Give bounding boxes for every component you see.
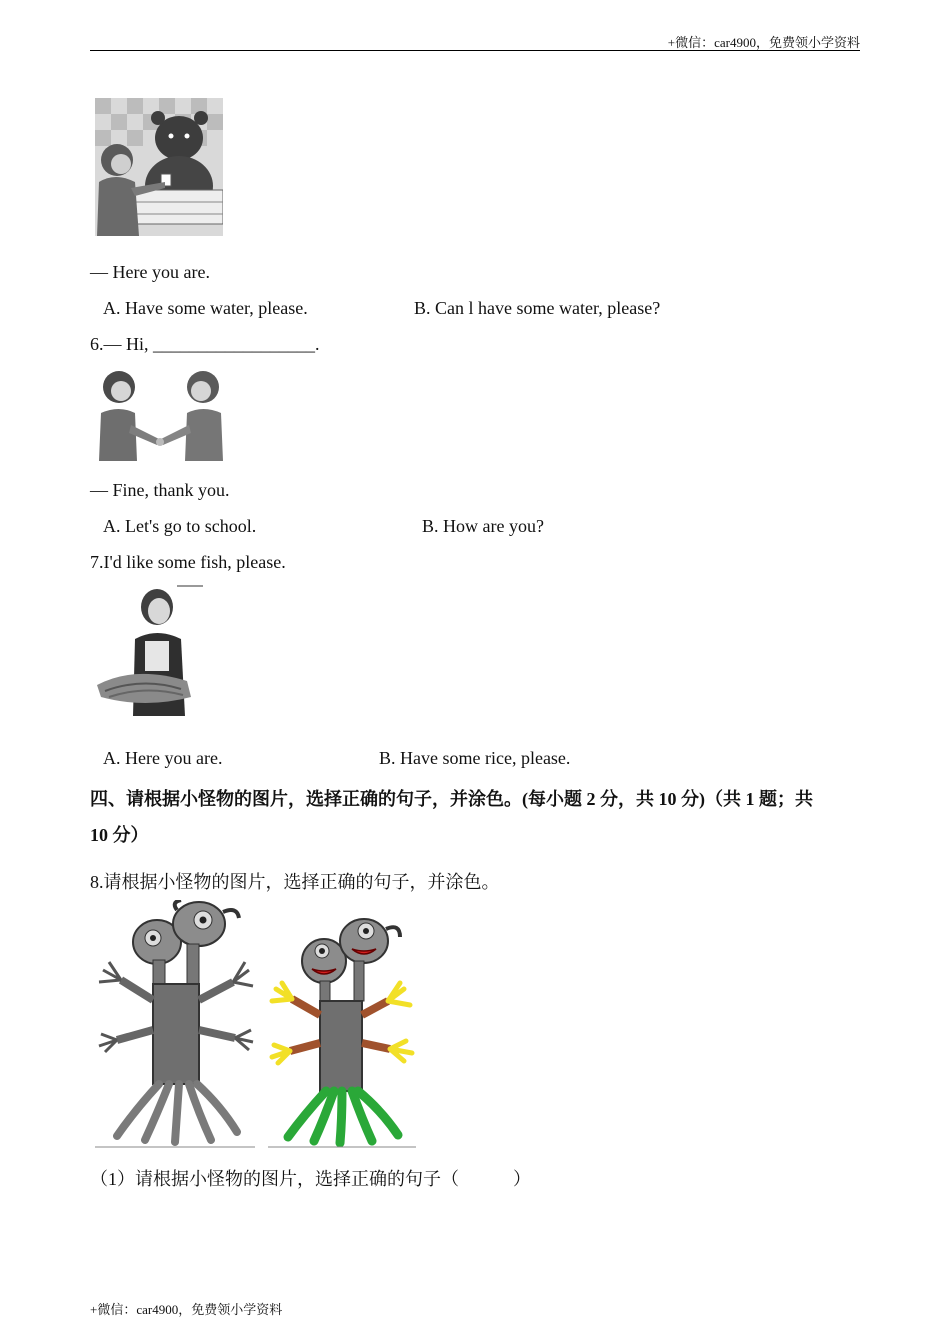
q8-prompt: 8.请根据小怪物的图片，选择正确的句子，并涂色。 bbox=[90, 872, 500, 892]
q6-option-b[interactable]: B. How are you? bbox=[422, 516, 544, 536]
section4-title-cont: 10 分） bbox=[90, 825, 149, 845]
q5-option-a[interactable]: A. Have some water, please. bbox=[103, 298, 308, 318]
q6-response: — Fine, thank you. bbox=[90, 480, 230, 500]
header-rule bbox=[90, 50, 860, 51]
handshake-picture bbox=[95, 367, 226, 461]
q7-prompt: 7.I'd like some fish, please. bbox=[90, 552, 286, 572]
q7-option-b[interactable]: B. Have some rice, please. bbox=[379, 748, 571, 768]
section4-title: 四、请根据小怪物的图片，选择正确的句子，并涂色。(每小题 2 分，共 10 分)（共 1 题；共 bbox=[90, 789, 813, 809]
bear-counter-picture bbox=[95, 98, 223, 236]
grey-monster-picture bbox=[95, 900, 255, 1148]
q6-option-a[interactable]: A. Let's go to school. bbox=[103, 516, 257, 536]
footer-watermark: +微信：car4900，免费领小学资料 bbox=[90, 1302, 283, 1317]
q6-prompt: 6.— Hi, __________________. bbox=[90, 334, 320, 354]
q7-option-a[interactable]: A. Here you are. bbox=[103, 748, 223, 768]
fish-seller-picture bbox=[95, 585, 205, 716]
q8-sub1: （1）请根据小怪物的图片，选择正确的句子（ ） bbox=[90, 1169, 531, 1189]
colored-monster-picture bbox=[268, 915, 416, 1148]
header-watermark: +微信：car4900，免费领小学资料 bbox=[667, 35, 860, 50]
q5-option-b[interactable]: B. Can l have some water, please? bbox=[414, 298, 661, 318]
q5-response: — Here you are. bbox=[90, 262, 210, 282]
